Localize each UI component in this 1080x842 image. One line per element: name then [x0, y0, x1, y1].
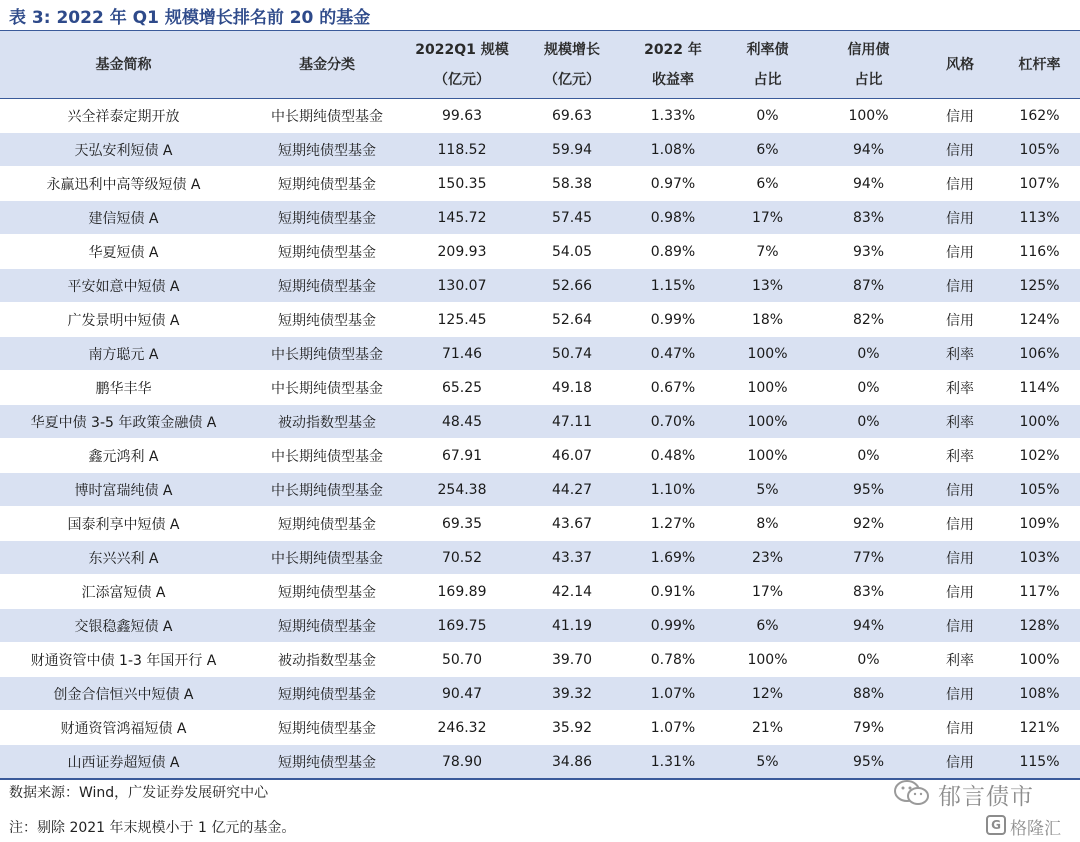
- table-cell: 0.91%: [650, 583, 696, 600]
- table-cell: 114%: [1019, 379, 1060, 396]
- table-cell: 0.89%: [650, 243, 696, 260]
- table-cell: 1.15%: [627, 269, 719, 303]
- table-row: [0, 405, 1080, 439]
- column-header-label: 2022Q1 规模: [415, 41, 509, 58]
- table-cell: 117%: [1019, 583, 1060, 600]
- table-cell: 信用: [921, 269, 999, 303]
- table-cell: 42.14: [551, 583, 593, 600]
- column-header: [0, 31, 247, 99]
- table-cell: 山西证券超短债 A: [0, 745, 247, 780]
- table-cell: 100%: [1019, 651, 1060, 668]
- table-cell: 被动指数型基金: [278, 652, 376, 669]
- table-body: [0, 99, 1080, 780]
- table-title-bar: [0, 0, 1080, 32]
- table-cell: 短期纯债型基金: [247, 269, 407, 303]
- table-cell: 利率: [921, 405, 999, 439]
- table-cell: 121%: [1019, 719, 1060, 736]
- table-cell: 128%: [999, 609, 1080, 643]
- table-cell: 短期纯债型基金: [278, 176, 376, 193]
- table-cell: 103%: [999, 541, 1080, 575]
- table-cell: 94%: [816, 609, 921, 643]
- table-cell: 109%: [1019, 515, 1060, 532]
- table-cell: 利率: [946, 380, 974, 397]
- table-cell: 中长期纯债型基金: [271, 380, 383, 397]
- column-header-sublabel: 占比: [753, 71, 782, 88]
- table-cell: 88%: [816, 677, 921, 711]
- table-cell: 0%: [857, 379, 880, 396]
- table-row: [0, 371, 1080, 405]
- wechat-icon: [892, 778, 932, 808]
- table-cell: 华夏短债 A: [88, 244, 159, 261]
- table-cell: 34.86: [517, 745, 627, 780]
- table-cell: 67.91: [441, 447, 483, 464]
- watermark-gelonghui: 格隆汇: [1010, 819, 1061, 839]
- table-cell: 124%: [1019, 311, 1060, 328]
- table-row: [0, 133, 1080, 167]
- table-cell: 1.27%: [650, 515, 696, 532]
- column-header: [247, 31, 407, 99]
- table-cell: 0%: [816, 405, 921, 439]
- table-cell: 信用: [921, 677, 999, 711]
- table-cell: 44.27: [517, 473, 627, 507]
- table-cell: 南方聪元 A: [0, 337, 247, 371]
- table-row: [0, 643, 1080, 677]
- table-cell: 107%: [1019, 175, 1060, 192]
- table-row: [0, 235, 1080, 269]
- table-cell: 财通资管中债 1-3 年国开行 A: [30, 652, 217, 669]
- table-cell: 169.89: [437, 583, 487, 600]
- table-cell: 1.08%: [627, 133, 719, 167]
- table-cell: 5%: [719, 473, 816, 507]
- table-cell: 102%: [1019, 447, 1060, 464]
- table-cell: 利率: [921, 337, 999, 371]
- table-cell: 被动指数型基金: [247, 405, 407, 439]
- column-header-label: 基金分类: [299, 56, 355, 73]
- table-cell: 信用: [946, 720, 974, 737]
- table-cell: 1.69%: [627, 541, 719, 575]
- table-cell: 90.47: [407, 677, 517, 711]
- table-cell: 0.99%: [650, 311, 696, 328]
- table-cell: 0%: [857, 447, 880, 464]
- table-cell: 短期纯债型基金: [278, 516, 376, 533]
- table-row: [0, 201, 1080, 235]
- table-cell: 39.70: [551, 651, 593, 668]
- column-header: [816, 31, 921, 99]
- table-cell: 5%: [719, 745, 816, 780]
- table-cell: 12%: [719, 677, 816, 711]
- column-header-sublabel: 占比: [854, 71, 883, 88]
- column-header-label: 信用债: [847, 41, 890, 58]
- table-cell: 125.45: [437, 311, 487, 328]
- table-cell: 信用: [921, 201, 999, 235]
- table-row: [0, 711, 1080, 745]
- table-cell: 83%: [852, 583, 885, 600]
- table-cell: 6%: [719, 609, 816, 643]
- table-cell: 77%: [816, 541, 921, 575]
- table-row: [0, 575, 1080, 609]
- table-cell: 52.64: [551, 311, 593, 328]
- table-cell: 交银稳鑫短债 A: [0, 609, 247, 643]
- table-cell: 39.32: [517, 677, 627, 711]
- column-header-label: 杠杆率: [1018, 56, 1061, 73]
- column-header-label: 风格: [946, 56, 974, 73]
- table-cell: 7%: [756, 243, 779, 260]
- table-cell: 0.48%: [650, 447, 696, 464]
- table-cell: 0.99%: [627, 609, 719, 643]
- table-cell: 短期纯债型基金: [247, 609, 407, 643]
- table-cell: 短期纯债型基金: [247, 133, 407, 167]
- table-row: [0, 745, 1080, 780]
- table-cell: 广发景明中短债 A: [67, 312, 180, 329]
- table-cell: 162%: [1019, 107, 1060, 124]
- table-cell: 短期纯债型基金: [278, 312, 376, 329]
- table-cell: 0.47%: [627, 337, 719, 371]
- table-cell: 短期纯债型基金: [278, 584, 376, 601]
- column-header-label: 利率债: [746, 41, 789, 58]
- table-cell: 57.45: [517, 201, 627, 235]
- table-cell: 95%: [816, 473, 921, 507]
- table-header-row: [0, 31, 1080, 99]
- table-cell: 中长期纯债型基金: [271, 448, 383, 465]
- table-row: [0, 609, 1080, 643]
- table-cell: 信用: [946, 516, 974, 533]
- table-cell: 50.70: [441, 651, 483, 668]
- table-row: [0, 677, 1080, 711]
- table-cell: 100%: [999, 405, 1080, 439]
- table-cell: 108%: [999, 677, 1080, 711]
- table-cell: 100%: [747, 651, 788, 668]
- table-cell: 23%: [719, 541, 816, 575]
- footnote: 注：剔除 2021 年末规模小于 1 亿元的基金。: [9, 820, 296, 836]
- table-cell: 145.72: [407, 201, 517, 235]
- table-cell: 创金合信恒兴中短债 A: [0, 677, 247, 711]
- table-cell: 43.37: [517, 541, 627, 575]
- table-cell: 财通资管鸿福短债 A: [60, 720, 187, 737]
- table-cell: 信用: [946, 244, 974, 261]
- table-cell: 0.78%: [650, 651, 696, 668]
- table-cell: 100%: [747, 447, 788, 464]
- table-cell: 0.98%: [627, 201, 719, 235]
- table-cell: 78.90: [407, 745, 517, 780]
- table-cell: 46.07: [551, 447, 593, 464]
- table-row: [0, 167, 1080, 201]
- column-header-sublabel: 收益率: [652, 71, 694, 88]
- table-cell: 信用: [946, 312, 974, 329]
- table-cell: 94%: [852, 175, 885, 192]
- table-cell: 79%: [852, 719, 885, 736]
- table-cell: 天弘安利短债 A: [0, 133, 247, 167]
- column-header: [921, 31, 999, 99]
- table-cell: 71.46: [407, 337, 517, 371]
- table-cell: 0%: [857, 651, 880, 668]
- fund-table: [0, 31, 1080, 780]
- table-cell: 13%: [719, 269, 816, 303]
- table-cell: 信用: [921, 133, 999, 167]
- table-cell: 169.75: [407, 609, 517, 643]
- table-cell: 118.52: [407, 133, 517, 167]
- table-cell: 1.07%: [627, 677, 719, 711]
- column-header: [719, 31, 816, 99]
- table-cell: 信用: [946, 176, 974, 193]
- table-cell: 105%: [999, 473, 1080, 507]
- source-note: 数据来源：Wind，广发证券发展研究中心: [9, 785, 269, 801]
- table-row: [0, 541, 1080, 575]
- table-cell: 115%: [999, 745, 1080, 780]
- table-cell: 246.32: [437, 719, 487, 736]
- column-header-label: 基金简称: [95, 56, 152, 73]
- column-header: [627, 31, 719, 99]
- table-cell: 100%: [719, 337, 816, 371]
- table-cell: 130.07: [407, 269, 517, 303]
- table-row: [0, 337, 1080, 371]
- table-cell: 106%: [999, 337, 1080, 371]
- table-cell: 信用: [921, 541, 999, 575]
- watermark-wechat: 郁言债市: [938, 784, 1034, 810]
- table-cell: 信用: [921, 473, 999, 507]
- column-header-label: 规模增长: [544, 41, 600, 58]
- table-cell: 17%: [751, 583, 784, 600]
- table-cell: 65.25: [441, 379, 483, 396]
- table-cell: 6%: [719, 133, 816, 167]
- table-cell: 43.67: [551, 515, 593, 532]
- column-header: [407, 31, 517, 99]
- table-cell: 125%: [999, 269, 1080, 303]
- table-cell: 利率: [946, 652, 974, 669]
- table-cell: 254.38: [407, 473, 517, 507]
- table-cell: 1.31%: [627, 745, 719, 780]
- table-cell: 95%: [816, 745, 921, 780]
- table-row: [0, 99, 1080, 133]
- table-row: [0, 303, 1080, 337]
- table-cell: 82%: [852, 311, 885, 328]
- table-cell: 94%: [816, 133, 921, 167]
- table-cell: 50.74: [517, 337, 627, 371]
- table-cell: 209.93: [437, 243, 487, 260]
- table-cell: 1.07%: [650, 719, 696, 736]
- table-cell: 8%: [756, 515, 779, 532]
- table-row: [0, 507, 1080, 541]
- table-cell: 100%: [719, 405, 816, 439]
- table-cell: 信用: [921, 609, 999, 643]
- column-header: [999, 31, 1080, 99]
- table-cell: 99.63: [441, 107, 483, 124]
- table-cell: 华夏中债 3-5 年政策金融债 A: [0, 405, 247, 439]
- table-cell: 0.97%: [650, 175, 696, 192]
- table-cell: 18%: [751, 311, 784, 328]
- table-row: [0, 439, 1080, 473]
- table-cell: 6%: [756, 175, 779, 192]
- table-cell: 短期纯债型基金: [278, 720, 376, 737]
- table-cell: 0%: [756, 107, 779, 124]
- table-cell: 中长期纯债型基金: [247, 473, 407, 507]
- table-cell: 1.33%: [650, 107, 696, 124]
- table-cell: 93%: [852, 243, 885, 260]
- table-cell: 永赢迅利中高等级短债 A: [46, 176, 201, 193]
- table-cell: 70.52: [407, 541, 517, 575]
- table-cell: 0.70%: [627, 405, 719, 439]
- table-cell: 利率: [946, 448, 974, 465]
- table-cell: 中长期纯债型基金: [247, 541, 407, 575]
- table-cell: 汇添富短债 A: [81, 584, 166, 601]
- table-cell: 0.67%: [650, 379, 696, 396]
- table-cell: 150.35: [437, 175, 487, 192]
- table-cell: 87%: [816, 269, 921, 303]
- table-cell: 47.11: [517, 405, 627, 439]
- column-header-sublabel: （亿元）: [434, 71, 490, 88]
- table-cell: 国泰利享中短债 A: [67, 516, 180, 533]
- table-cell: 21%: [751, 719, 784, 736]
- column-header: [517, 31, 627, 99]
- table-cell: 41.19: [517, 609, 627, 643]
- table-cell: 信用: [946, 584, 974, 601]
- table-cell: 35.92: [551, 719, 593, 736]
- column-header-sublabel: （亿元）: [544, 71, 600, 88]
- table-cell: 1.10%: [627, 473, 719, 507]
- table-cell: 0%: [816, 337, 921, 371]
- table-cell: 建信短债 A: [0, 201, 247, 235]
- table-cell: 中长期纯债型基金: [247, 337, 407, 371]
- table-cell: 83%: [816, 201, 921, 235]
- table-cell: 100%: [848, 107, 889, 124]
- table-cell: 中长期纯债型基金: [271, 108, 383, 125]
- table-cell: 平安如意中短债 A: [0, 269, 247, 303]
- table-cell: 52.66: [517, 269, 627, 303]
- table-cell: 短期纯债型基金: [278, 244, 376, 261]
- table-cell: 116%: [1019, 243, 1060, 260]
- table-cell: 100%: [747, 379, 788, 396]
- table-cell: 东兴兴利 A: [0, 541, 247, 575]
- table-cell: 105%: [999, 133, 1080, 167]
- table-cell: 69.35: [441, 515, 483, 532]
- table-cell: 92%: [852, 515, 885, 532]
- table-cell: 鑫元鸿利 A: [88, 448, 159, 465]
- table-cell: 信用: [921, 745, 999, 780]
- table-cell: 兴全祥泰定期开放: [67, 108, 180, 125]
- table-cell: 58.38: [551, 175, 593, 192]
- table-cell: 短期纯债型基金: [247, 677, 407, 711]
- table-title: 表 3: 2022 年 Q1 规模增长排名前 20 的基金: [9, 8, 371, 28]
- table-cell: 博时富瑞纯债 A: [0, 473, 247, 507]
- table-row: [0, 269, 1080, 303]
- table-cell: 短期纯债型基金: [247, 201, 407, 235]
- table-cell: 信用: [946, 108, 974, 125]
- table-cell: 49.18: [551, 379, 593, 396]
- table-cell: 54.05: [551, 243, 593, 260]
- table-cell: 短期纯债型基金: [247, 745, 407, 780]
- column-header-label: 2022 年: [644, 41, 702, 58]
- table-cell: 鹏华丰华: [95, 380, 152, 397]
- table-cell: 59.94: [517, 133, 627, 167]
- table-cell: 113%: [999, 201, 1080, 235]
- table-row: [0, 473, 1080, 507]
- table-cell: 48.45: [407, 405, 517, 439]
- gelonghui-logo-icon: G: [986, 815, 1006, 835]
- table-cell: 17%: [719, 201, 816, 235]
- table-cell: 69.63: [551, 107, 593, 124]
